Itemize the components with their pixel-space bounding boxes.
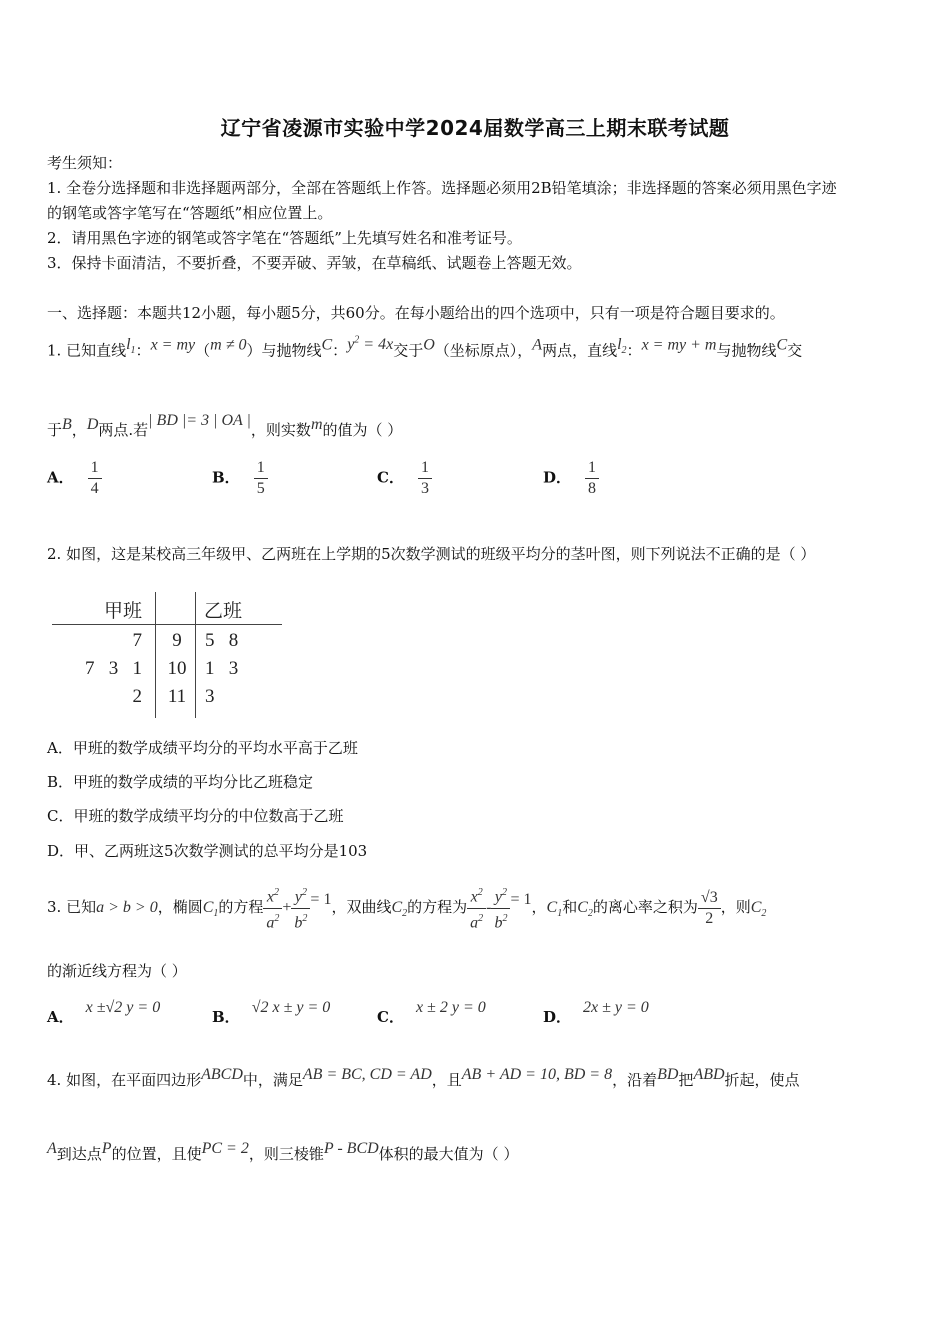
row3-left: 2 [132,686,142,707]
q1-line1: 1. 已知直线$l_1$：x = my（m ≠ 0）与抛物线C：$y^2 = 4x$交于O（坐标原点），A两点，直线$l_2$：x = my + m与抛物线C交 [47,335,803,360]
q2-option-c[interactable]: C．甲班的数学成绩平均分的中位数高于乙班 [47,807,344,825]
q1-line2: 于B，D两点.若| BD |= 3 | OA |，则实数m的值为（ ） [47,412,403,439]
left-header: 甲班 [104,601,143,622]
q2-option-d[interactable]: D．甲、乙两班这5次数学测试的总平均分是103 [47,842,368,860]
q2-option-b[interactable]: B．甲班的数学成绩的平均分比乙班稳定 [47,773,314,791]
right-header: 乙班 [204,601,243,622]
q1-option-d[interactable]: D． $\frac{1}{8}$ [543,458,599,499]
row2-right: 1 3 [205,658,239,679]
section-heading: 一、选择题：本题共12小题，每小题5分，共60分。在每小题给出的四个选项中，只有一项是符合题目要求的。 [47,304,785,322]
stem-leaf-plot [52,592,284,720]
row3-stem: 11 [167,686,187,707]
row2-stem: 10 [167,658,187,679]
q2-option-a[interactable]: A．甲班的数学成绩平均分的平均水平高于乙班 [47,739,358,757]
q3-option-a[interactable]: A．x ±√2 y = 0 [47,999,161,1026]
notice-item-1-cont: 的钢笔或答字笔写在“答题纸”相应位置上。 [47,204,333,222]
q1-option-b[interactable]: B． $\frac{1}{5}$ [212,458,268,499]
header-divider [52,624,282,625]
q3-line2: 的渐近线方程为（ ） [47,962,187,980]
q4-line1: 4. 如图，在平面四边形ABCD中，满足AB = BC, CD = AD，且AB + AD = 10, BD = 8，沿着BD把ABD折起，使点 [47,1066,800,1089]
q3-option-d[interactable]: D．2x ± y = 0 [543,999,649,1026]
row2-left: 7 3 1 [85,658,142,679]
notice-item-3: 3．保持卡面清洁，不要折叠，不要弄破、弄皱，在草稿纸、试题卷上答题无效。 [47,254,582,272]
page-title: 辽宁省凌源市实验中学2024届数学高三上期末联考试题 [220,116,730,140]
q3-option-b[interactable]: B．√2 x ± y = 0 [212,999,331,1026]
q2-text: 2. 如图，这是某校高三年级甲、乙两班在上学期的5次数学测试的班级平均分的茎叶图，则下列说法不正确的是（ ） [47,545,816,563]
notice-item-1: 1. 全卷分选择题和非选择题两部分，全部在答题纸上作答。选择题必须用2B铅笔填涂；非选择题的答案必须用黑色字迹 [47,179,837,197]
q1-option-c[interactable]: C． $\frac{1}{3}$ [377,458,432,499]
q1-option-a[interactable]: A． $\frac{1}{4}$ [47,458,102,499]
q3-option-c[interactable]: C．x ± 2 y = 0 [377,999,486,1026]
row1-stem: 9 [172,630,182,651]
row3-right: 3 [205,686,215,707]
q4-line2: A到达点P的位置，且使PC = 2，则三棱锥P - BCD体积的最大值为（ ） [47,1140,519,1163]
row1-left: 7 [132,630,142,651]
stem-divider-left [155,592,156,718]
notice-heading: 考生须知： [47,154,123,172]
q3-line1: 3. 已知a > b > 0，椭圆$C_1$的方程 $\frac{x^2}{a^2}$ + $\frac{y^2}{b^2}$ = 1，双曲线$C_2$的方程为 $\frac{x^2}{a^2}$ - $\frac{y^2}{b^2}$ = 1，$C_1$和$C_2$的离心率之积为 $\frac{√3}{2}$ ，则$C_2$ [47,876,766,938]
row1-right: 5 8 [205,630,239,651]
notice-item-2: 2．请用黑色字迹的钢笔或答字笔在“答题纸”上先填写姓名和准考证号。 [47,229,522,247]
